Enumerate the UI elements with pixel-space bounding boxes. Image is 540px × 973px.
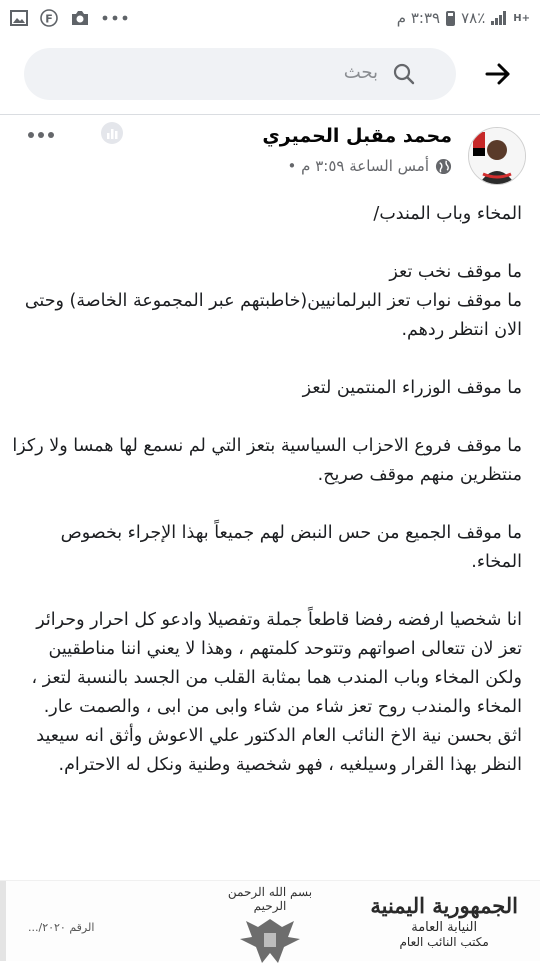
eagle-emblem-icon bbox=[230, 913, 310, 969]
post-paragraph bbox=[12, 519, 522, 577]
insights-icon[interactable] bbox=[100, 121, 124, 145]
battery-percent: ٧٨٪ bbox=[461, 9, 486, 27]
post-line: المخاء وباب المندب/ bbox=[373, 204, 522, 224]
post-text bbox=[12, 200, 522, 780]
status-time: ٣:٣٩ م bbox=[396, 9, 441, 27]
search-icon bbox=[392, 62, 416, 86]
more-notifications-icon bbox=[102, 15, 128, 21]
svg-text:F: F bbox=[45, 12, 53, 26]
post-line: ما موقف نخب تعز bbox=[389, 262, 522, 282]
globe-icon bbox=[435, 158, 452, 175]
image-icon bbox=[10, 10, 28, 26]
avatar-image bbox=[469, 128, 525, 184]
post-paragraph bbox=[12, 200, 522, 229]
letterhead-right bbox=[370, 893, 518, 949]
search-placeholder: بحث bbox=[343, 62, 378, 83]
network-type: H+ bbox=[513, 12, 530, 24]
battery-icon bbox=[446, 11, 455, 26]
image-edge bbox=[0, 881, 6, 961]
post-header bbox=[0, 115, 540, 195]
letterhead-department: مكتب النائب العام bbox=[399, 935, 489, 949]
letterhead-reference: الرقم ٢٠٢٠/... bbox=[28, 921, 95, 934]
top-bar bbox=[0, 36, 540, 110]
author-name[interactable]: محمد مقبل الحميري bbox=[262, 125, 452, 147]
avatar[interactable] bbox=[468, 127, 526, 185]
post-paragraph bbox=[12, 258, 522, 345]
post-line: اثق بحسن نية الاخ النائب العام الدكتور علي الاعوش وأثق انه سيعيد النظر بهذا القرار وسيلغيه ، فهو شخصية وطنية ونكل له الاحترام. bbox=[36, 726, 522, 775]
post-paragraph bbox=[12, 374, 522, 403]
status-bar bbox=[0, 0, 540, 36]
status-bar-left bbox=[10, 9, 128, 27]
post-line: ما موقف الوزراء المنتمين لتعز bbox=[302, 378, 522, 398]
post-attached-image[interactable] bbox=[0, 880, 540, 961]
letterhead-office: النيابة العامة bbox=[411, 920, 478, 935]
letterhead-basmala: بسم الله الرحمن الرحيم bbox=[227, 885, 313, 913]
post-paragraph bbox=[12, 606, 522, 780]
back-arrow-icon[interactable] bbox=[484, 60, 512, 88]
post-line: ما موقف فروع الاحزاب السياسية بتعز التي لم نسمع لها همسا ولا ركزا منتظرين منهم موقف صريح. bbox=[12, 436, 522, 485]
status-bar-right bbox=[397, 9, 530, 27]
post-time[interactable]: أمس الساعة ٣:٥٩ م • bbox=[287, 157, 429, 175]
post-meta bbox=[288, 157, 452, 175]
post-line: انا شخصيا ارفضه رفضا قاطعاً جملة وتفصيلا وادعو كل احرار وحرائر تعز لان تتعالى اصواتهم وتتوحد كلمتهم ، وهذا لا يعني اننا مناطقيين ولكن المخاء وباب المندب هما بمثابة القلب من الجسد بالنسبة لتعز ، المخاء والمندب روح تعز شاء من شاء وابى من ابى ، والصمت عار. bbox=[31, 610, 522, 717]
letterhead-country: الجمهورية اليمنية bbox=[370, 893, 518, 918]
facebook-notification-icon bbox=[40, 9, 58, 27]
camera-icon bbox=[70, 10, 90, 26]
more-options-icon[interactable] bbox=[28, 131, 54, 139]
search-input[interactable] bbox=[24, 48, 456, 100]
signal-icon bbox=[491, 11, 507, 25]
post-paragraph bbox=[12, 432, 522, 490]
post-line: ما موقف نواب تعز البرلمانيين(خاطبتهم عبر المجموعة الخاصة) وحتى الان انتظر ردهم. bbox=[24, 291, 522, 340]
post-line: ما موقف الجميع من حس النبض لهم جميعاً بهذا الإجراء بخصوص المخاء. bbox=[60, 523, 522, 572]
